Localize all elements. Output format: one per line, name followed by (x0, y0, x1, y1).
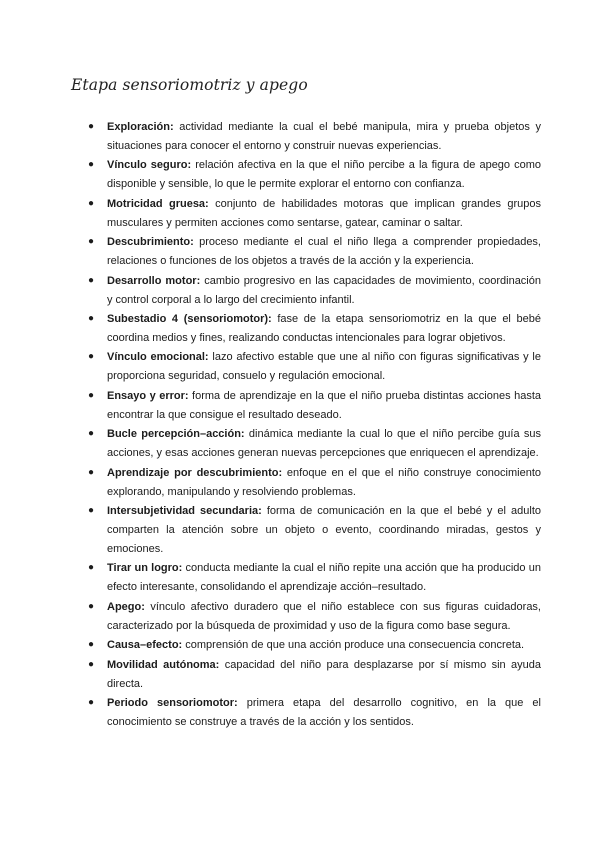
list-item (88, 387, 541, 425)
term-definition: lazo afectivo estable que une al niño con figuras significativas y le proporciona seguridad, consuelo y regulación emocional. (107, 351, 541, 383)
list-item (88, 195, 541, 233)
page-title: Etapa sensoriomotriz y apego (71, 76, 308, 94)
term-definition: conducta mediante la cual el niño repite una acción que ha producido un efecto interesante, consolidando el aprendizaje acción–resultado. (107, 562, 541, 594)
term-label: Bucle percepción–acción: (107, 428, 245, 441)
term-label: Subestadio 4 (sensoriomotor): (107, 313, 272, 326)
term-definition: enfoque en el que el niño construye conocimiento explorando, manipulando y resolviendo problemas. (107, 466, 541, 498)
list-item (88, 156, 542, 194)
list-item (88, 272, 541, 310)
term-label: Apego: (107, 600, 145, 613)
list-item (88, 310, 541, 348)
term-definition: capacidad del niño para desplazarse por sí mismo sin ayuda directa. (107, 658, 541, 690)
term-list (88, 118, 542, 733)
list-item (88, 118, 541, 156)
term-label: Tirar un logro: (107, 562, 183, 575)
list-item (88, 348, 541, 386)
bullet-icon: ● (88, 274, 95, 286)
bullet-icon: ● (88, 121, 95, 132)
list-item (88, 694, 541, 732)
term-definition: cambio progresivo en las capacidades de movimiento, coordinación y control corporal a lo largo del crecimiento infantil. (107, 274, 541, 306)
bullet-icon: ● (88, 639, 95, 651)
term-definition: forma de aprendizaje en la que el niño prueba distintas acciones hasta encontrar la que consigue el resultado deseado. (107, 389, 541, 421)
list-item (88, 425, 542, 463)
term-definition: proceso mediante el cual el niño llega a comprender propiedades, relaciones o funciones de los objetos a través de la acción y la experiencia. (107, 236, 541, 268)
list-item (88, 559, 541, 597)
term-label: Descubrimiento: (107, 236, 194, 249)
list-item (88, 598, 541, 636)
bullet-icon: ● (88, 697, 95, 709)
bullet-icon: ● (88, 313, 95, 325)
bullet-icon: ● (88, 428, 95, 440)
term-definition: fase de la etapa sensoriomotriz en la que el bebé coordina medios y fines, realizando conductas intencionales para lograr objetivos. (107, 313, 541, 344)
term-label: Exploración: (107, 121, 174, 133)
term-definition: relación afectiva en la que el niño percibe a la figura de apego como disponible y sensible, lo que le permite explorar el entorno con confianza. (107, 159, 542, 191)
list-item (88, 464, 541, 502)
term-definition: actividad mediante la cual el bebé manipula, mira y prueba objetos y situaciones para conocer el entorno y construir nuevas experiencias. (107, 121, 541, 152)
term-definition: primera etapa del desarrollo cognitivo, en la que el conocimiento se construye a través de la acción y los sentidos. (107, 697, 541, 729)
bullet-icon: ● (88, 197, 95, 209)
term-label: Aprendizaje por descubrimiento: (107, 466, 283, 479)
term-label: Vínculo emocional: (107, 351, 209, 364)
list-item (88, 636, 541, 655)
term-definition: forma de comunicación en la que el bebé y el adulto comparten la atención sobre un objeto o evento, coordinando miradas, gestos y emociones. (107, 505, 541, 555)
bullet-icon: ● (88, 658, 95, 670)
term-label: Causa–efecto: (107, 639, 183, 652)
bullet-icon: ● (88, 600, 95, 612)
term-label: Movilidad autónoma: (107, 658, 220, 671)
list-item (88, 656, 541, 694)
term-definition: conjunto de habilidades motoras que implican grandes grupos musculares y permiten acciones como sentarse, gatear, caminar o saltar. (107, 197, 541, 229)
term-label: Intersubjetividad secundaria: (107, 505, 262, 518)
term-definition: dinámica mediante la cual lo que el niño percibe guía sus acciones, y esas acciones generan nuevas percepciones que enriquecen el aprendizaje. (107, 428, 542, 460)
term-definition: comprensión de que una acción produce una consecuencia concreta. (185, 639, 525, 652)
bullet-icon: ● (88, 562, 95, 574)
bullet-icon: ● (88, 159, 95, 171)
term-label: Vínculo seguro: (107, 159, 192, 172)
list-item (88, 233, 541, 271)
list-item (88, 502, 541, 559)
term-label: Ensayo y error: (107, 389, 189, 402)
bullet-icon: ● (88, 351, 95, 363)
bullet-icon: ● (88, 505, 95, 517)
term-label: Desarrollo motor: (107, 274, 201, 287)
term-label: Periodo sensoriomotor: (107, 697, 238, 710)
term-definition: vínculo afectivo duradero que el niño establece con sus figuras cuidadoras, caracterizado por la búsqueda de proximidad y uso de la figura como base segura. (107, 600, 541, 632)
bullet-icon: ● (88, 389, 95, 401)
term-label: Motricidad gruesa: (107, 197, 209, 210)
bullet-icon: ● (88, 466, 95, 478)
bullet-icon: ● (88, 236, 95, 248)
